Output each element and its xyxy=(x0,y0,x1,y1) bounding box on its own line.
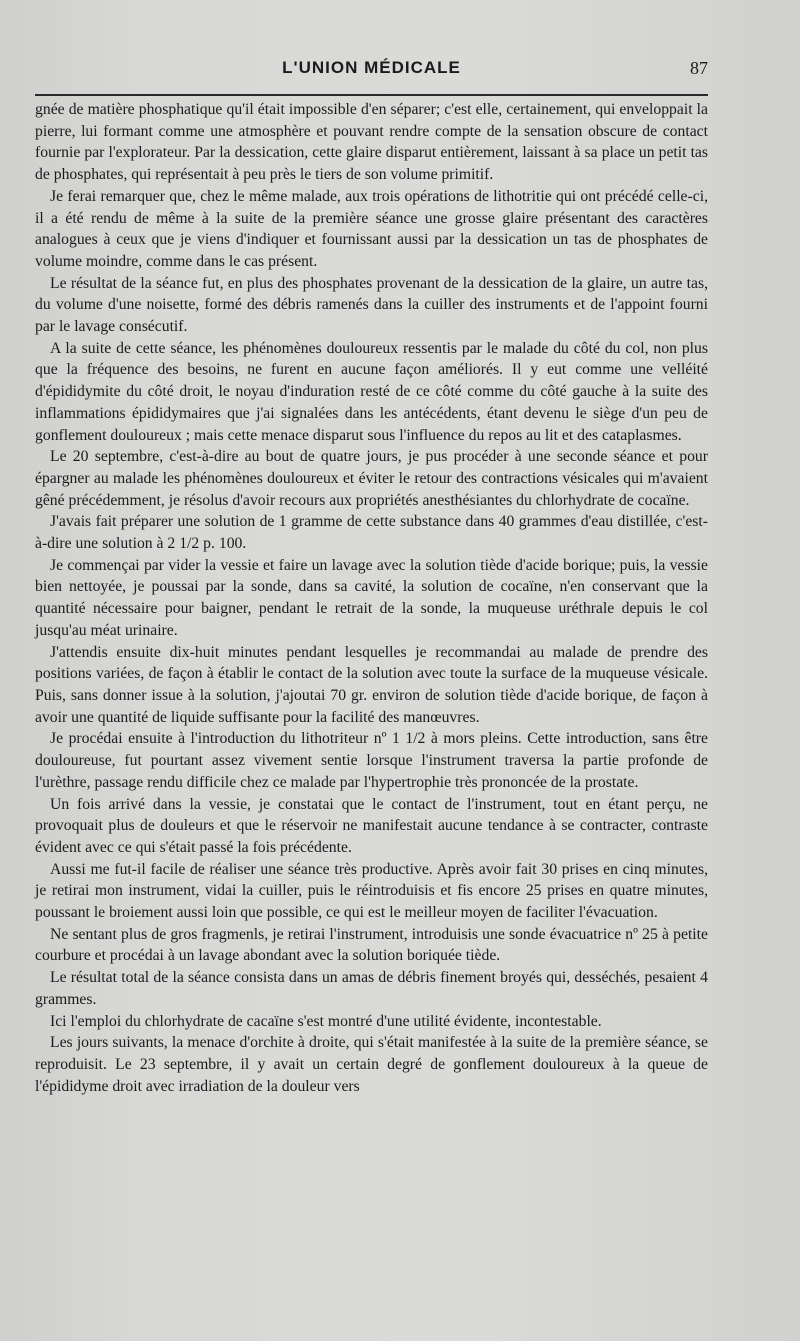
paragraph-1: gnée de matière phosphatique qu'il était impossible d'en séparer; c'est elle, certainement, qui enveloppait la pierre, lui formant comme une atmosphère et pouvant rendre compte de la sensation obscure de contact fournie par l'explorateur. Par la dessication, cette glaire disparut entièrement, laissant à sa place un petit tas de phosphates, qui représentait à peu près le tiers de son volume primitif. xyxy=(35,101,708,184)
page-header xyxy=(35,58,708,92)
paragraph-14: Ici l'emploi du chlorhydrate de cacaïne s'est montré d'une utilité évidente, incontestable. xyxy=(50,1012,602,1030)
page-number: 87 xyxy=(690,58,708,78)
paragraph-9: Je procédai ensuite à l'introduction du lithotriteur nº 1 1/2 à mors pleins. Cette introduction, sans être douloureuse, fut pourtant assez vivement sentie lorsque l'instrument traversa la partie profonde de l'urèthre, passage rendu difficile chez ce malade par l'hypertrophie très prononcée de la prostate. xyxy=(35,730,708,791)
body-text xyxy=(35,99,708,1097)
paragraph-2: Je ferai remarquer que, chez le même malade, aux trois opérations de lithotritie qui ont précédé celle-ci, il a été rendu de même à la suite de la première séance une grosse glaire présentant des caractères analogues à ceux que je viens d'indiquer et fournissant aussi par la dessication un tas de phosphates de volume moindre, comme dans le cas présent. xyxy=(35,187,708,270)
paragraph-5: Le 20 septembre, c'est-à-dire au bout de quatre jours, je pus procéder à une seconde séance et pour épargner au malade les phénomènes douloureux et éviter le retour des contractions vésicales qui m'avaient gêné précédemment, je résolus d'avoir recours aux propriétés anesthésiantes du chlorhydrate de cocaïne. xyxy=(35,448,708,509)
paragraph-12: Ne sentant plus de gros fragmenls, je retirai l'instrument, introduisis une sonde évacuatrice nº 25 à petite courbure et procédai à un lavage abondant avec la solution boriquée tiède. xyxy=(35,925,708,965)
paragraph-4: A la suite de cette séance, les phénomènes douloureux ressentis par le malade du côté du col, non plus que la fréquence des besoins, ne furent en aucune façon améliorés. Il y eut comme une velléité d'épididymite du côté droit, le noyau d'induration resté de ce côté comme du côté gauche à la suite des inflammations épididymaires que j'ai signalées dans les antécédents, étant devenu le siège d'un peu de gonflement douloureux ; mais cette menace disparut sous l'influence du repos au lit et des cataplasmes. xyxy=(35,339,708,444)
paragraph-15: Les jours suivants, la menace d'orchite à droite, qui s'était manifestée à la suite de la première séance, se reproduisit. Le 23 septembre, il y avait un certain degré de gonflement douloureux à la queue de l'épididyme droit avec irradiation de la douleur vers xyxy=(35,1034,708,1095)
paragraph-6: J'avais fait préparer une solution de 1 gramme de cette substance dans 40 grammes d'eau distillée, c'est-à-dire une solution à 2 1/2 p. 100. xyxy=(35,513,708,553)
running-title: L'UNION MÉDICALE xyxy=(282,58,461,77)
paragraph-10: Un fois arrivé dans la vessie, je constatai que le contact de l'instrument, tout en étant perçu, ne provoquait plus de douleurs et que le réservoir ne manifestait aucune tendance à se contracter, contraste évident avec ce qui s'était passé la fois précédente. xyxy=(35,795,708,856)
paragraph-13: Le résultat total de la séance consista dans un amas de débris finement broyés qui, desséchés, pesaient 4 grammes. xyxy=(35,969,708,1008)
paragraph-11: Aussi me fut-il facile de réaliser une séance très productive. Après avoir fait 30 prises en cinq minutes, je retirai mon instrument, vidai la cuiller, puis le réintroduisis et fis encore 25 prises en quatre minutes, poussant le broiement aussi loin que possible, ce qui est le meilleur moyen de faciliter l'évacuation. xyxy=(35,860,708,922)
paragraph-7: Je commençai par vider la vessie et faire un lavage avec la solution tiède d'acide borique; puis, la vessie bien nettoyée, je poussai par la sonde, dans sa cavité, la solution de cocaïne, n'en conservant que la quantité nécessaire pour baigner, pendant le retrait de la sonde, la muqueuse uréthrale depuis le col jusqu'au méat urinaire. xyxy=(35,556,708,639)
paragraph-8: J'attendis ensuite dix-huit minutes pendant lesquelles je recommandai au malade de prendre des positions variées, de façon à établir le contact de la solution avec toute la surface de la muqueuse vésicale. Puis, sans donner issue à la solution, j'ajoutai 70 gr. environ de solution tiède d'acide borique, de façon à avoir une quantité de liquide suffisante pour la facilité des manœuvres. xyxy=(35,643,708,726)
paragraph-3: Le résultat de la séance fut, en plus des phosphates provenant de la dessication de la glaire, un autre tas, du volume d'une noisette, formé des débris ramenés dans la cuiller des instruments et de l'appoint fourni par le lavage consécutif. xyxy=(35,274,708,336)
header-rule xyxy=(35,94,708,96)
